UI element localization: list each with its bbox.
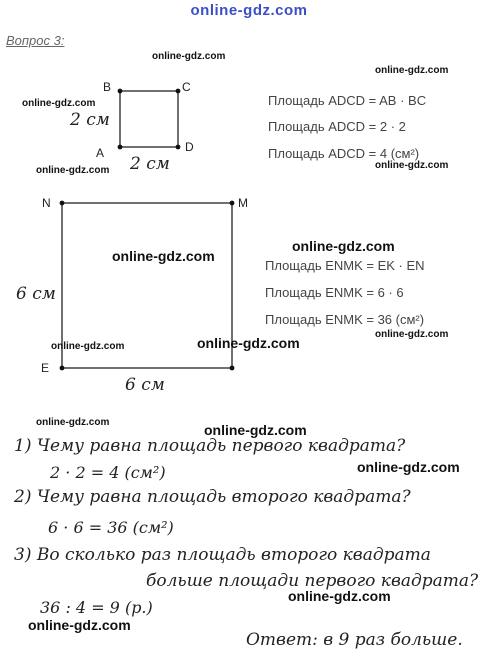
vertex-label-n: N: [42, 196, 51, 210]
vertex-label-c: C: [182, 80, 191, 94]
small-formula-3: Площадь ADCD = 4 (см²): [268, 146, 420, 161]
vertex-dot-c: [176, 89, 181, 94]
solution-question-3-line-1: 3) Во сколько раз площадь второго квадрата: [14, 545, 431, 565]
solution-question-2: 2) Чему равна площадь второго квадрата?: [14, 487, 411, 507]
site-title: online-gdz.com: [190, 2, 308, 19]
large-formula-3: Площадь ENMK = 36 (см²): [265, 312, 425, 327]
watermark: online-gdz.com: [375, 329, 449, 340]
watermark: online-gdz.com: [112, 248, 215, 264]
watermark: online-gdz.com: [292, 238, 395, 254]
vertex-label-a: A: [96, 146, 105, 160]
final-answer: Ответ: в 9 раз больше.: [246, 630, 463, 650]
watermark: online-gdz.com: [51, 341, 125, 352]
small-square: [120, 91, 178, 147]
vertex-dot-b: [118, 89, 123, 94]
solution-answer-2: 6 · 6 = 36 (см²): [48, 518, 174, 537]
small-formula-1: Площадь ADCD = AB · BC: [268, 93, 427, 108]
vertex-label-b: B: [103, 80, 112, 94]
large-formula-1: Площадь ENMK = EK · EN: [265, 258, 425, 273]
large-side-left-label: 6 см: [16, 284, 56, 304]
vertex-label-e: E: [41, 361, 50, 375]
watermark: online-gdz.com: [22, 98, 96, 109]
large-side-bottom-label: 6 см: [125, 375, 165, 395]
watermark: online-gdz.com: [28, 617, 131, 633]
question-label: Вопрос 3:: [6, 33, 65, 48]
watermark: online-gdz.com: [152, 51, 226, 62]
solution-answer-3: 36 : 4 = 9 (р.): [40, 598, 153, 617]
solution-answer-1: 2 · 2 = 4 (см²): [50, 463, 166, 482]
vertex-dot-n: [60, 201, 65, 206]
vertex-dot-e: [60, 366, 65, 371]
watermark: online-gdz.com: [36, 165, 110, 176]
small-formula-2: Площадь ADCD = 2 · 2: [268, 119, 406, 134]
vertex-dot-a: [118, 145, 123, 150]
small-side-bottom-label: 2 см: [130, 154, 170, 174]
solution-question-1: 1) Чему равна площадь первого квадрата?: [14, 436, 406, 456]
vertex-dot-m: [230, 201, 235, 206]
watermark: online-gdz.com: [288, 588, 391, 604]
vertex-label-d: D: [185, 140, 194, 154]
small-side-left-label: 2 см: [70, 110, 110, 130]
watermark: online-gdz.com: [375, 160, 449, 171]
vertex-label-m: M: [238, 196, 248, 210]
vertex-dot-k: [230, 366, 235, 371]
watermark: online-gdz.com: [357, 459, 460, 475]
large-formula-2: Площадь ENMK = 6 · 6: [265, 285, 404, 300]
watermark: online-gdz.com: [197, 335, 300, 351]
watermark: online-gdz.com: [204, 422, 307, 438]
solution-question-3-line-2: больше площади первого квадрата?: [146, 571, 479, 591]
watermark: online-gdz.com: [36, 417, 110, 428]
vertex-dot-d: [176, 145, 181, 150]
watermark: online-gdz.com: [375, 65, 449, 76]
